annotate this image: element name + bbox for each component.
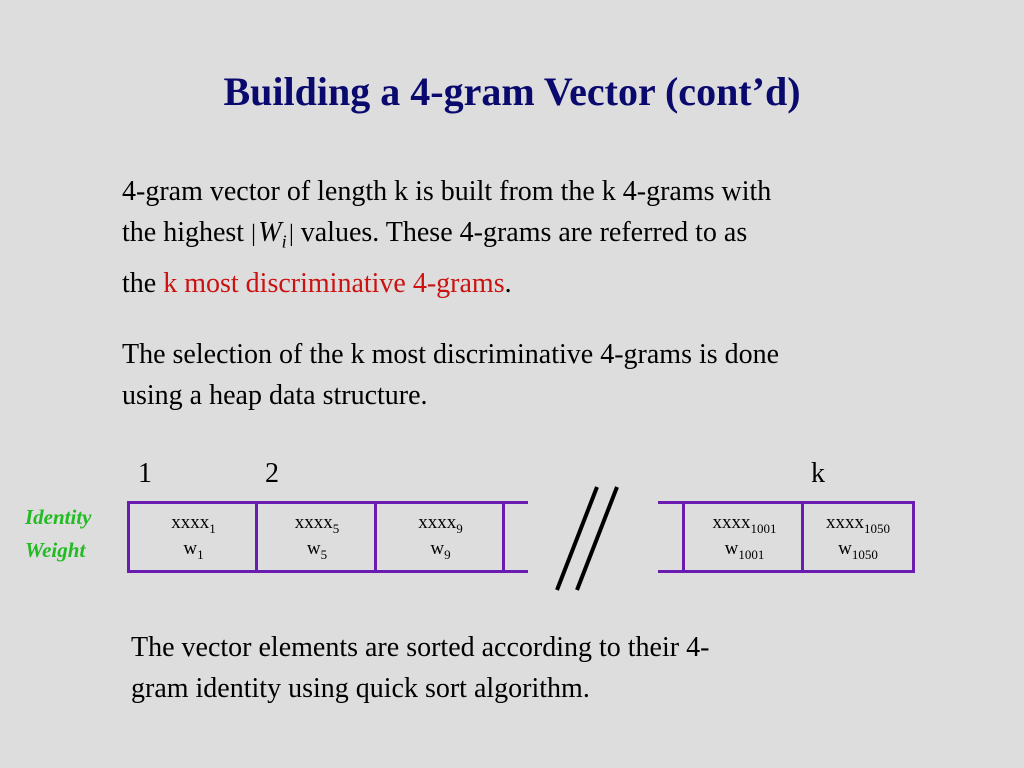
para1-line3-pre: the xyxy=(122,267,164,299)
para1-line1: 4-gram vector of length k is built from the k 4-grams with xyxy=(122,176,772,207)
para1-line3-post: . xyxy=(504,267,512,299)
cell-identity: xxxx$_9$ xyxy=(418,512,463,536)
cell-weight: $w_1$ xyxy=(183,538,204,562)
index-label-2: 2 xyxy=(265,458,279,489)
slide-title: Building a 4-gram Vector (cont’d) xyxy=(223,69,801,114)
para2-line2: using a heap data structure. xyxy=(122,380,428,411)
paragraph-quick-sort xyxy=(131,627,871,709)
cell-weight: $w_5$ xyxy=(306,538,328,562)
cell-weight: $w_9$ xyxy=(430,538,451,562)
cell-weight: $w_{1050}$ xyxy=(838,538,878,562)
cell-identity: xxxx$_1$ xyxy=(171,512,216,536)
cell-weight: $w_{1001}$ xyxy=(724,538,765,562)
abs-bar-close: | xyxy=(288,221,294,247)
index-label-k: k xyxy=(811,458,825,489)
weight-row-label: Weight xyxy=(25,538,86,562)
index-label-1: 1 xyxy=(138,458,152,489)
cell-identity: xxxx$_{1001}$ xyxy=(712,512,777,536)
para2-line1: The selection of the k most discriminative 4-grams is done xyxy=(122,339,780,370)
cell-identity: xxxx$_5$ xyxy=(294,512,340,536)
break-slash-icon xyxy=(557,487,597,590)
para1-line2-post: values. These 4-grams are referred to as xyxy=(293,217,748,248)
identity-row-label: Identity xyxy=(25,505,92,529)
abs-bar-open: | xyxy=(251,221,256,247)
w-subscript: i xyxy=(281,231,287,252)
break-slash-icon xyxy=(577,487,617,590)
highlight-term: k most discriminative 4-grams xyxy=(163,267,505,299)
para1-line2-pre: the highest xyxy=(122,217,252,248)
cell-identity: xxxx$_{1050}$ xyxy=(826,512,890,536)
para3-line2: gram identity using quick sort algorithm. xyxy=(131,673,590,704)
w-symbol: W xyxy=(258,217,282,248)
para3-line1: The vector elements are sorted according to their 4- xyxy=(131,632,710,663)
